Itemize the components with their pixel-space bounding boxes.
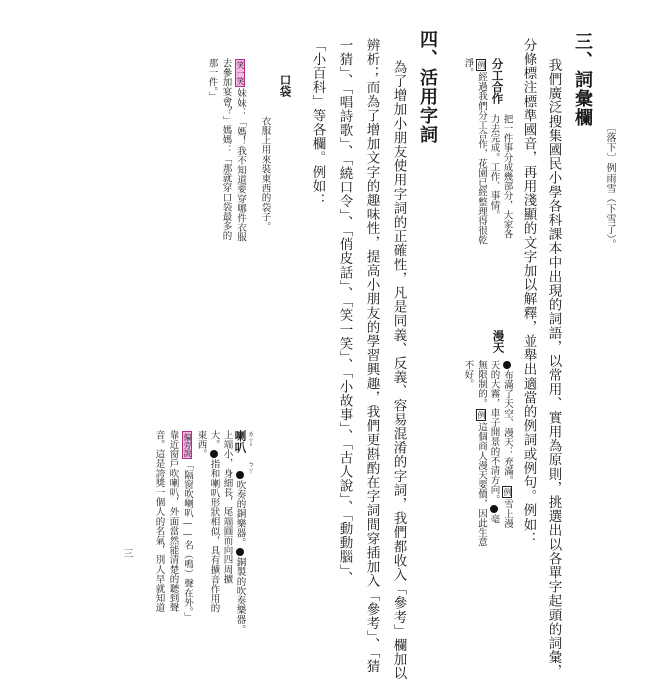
section4-heading: 四、活用字詞 [417, 30, 438, 144]
example-entry-koudai: 口袋 [278, 74, 293, 97]
section4-para3: 一猜」、「唱詩歌」、「繞口令」、「俏皮話」、「笑一笑」、「小故事」、「古人說」、「動動腦」、 [336, 38, 353, 586]
example-def-line: 淨。 [462, 58, 474, 78]
section3-para1: 我們廣泛搜集國民小學各科課本中出現的詞語，以常用、實用為原則，挑選出以各單字起頭的詞彙， [545, 58, 562, 679]
example-def-line: 把一件事分成幾部分，大家各 [501, 114, 513, 239]
example-def-line: 音。這是誇獎一個人的名氣，別人早就知道 [153, 430, 165, 613]
example-def-line: 衣服上用來裝東西的袋子。 [259, 116, 271, 232]
example-entry-laba: 喇叭 [233, 430, 248, 453]
example-def-line: 大。指和喇叭形狀相似，具有擴音作用的 [208, 430, 220, 613]
example-def-line: 天的大霧，車子開景的不清方向。毫 [488, 360, 500, 524]
example-def-line: 布滿了天空、漫天：充滿。例雪上漫 [502, 360, 512, 528]
example-def-line: 例經過我們分工合作，花園已經整理得很乾 [476, 61, 487, 245]
example-tag: 例 [477, 411, 486, 420]
example-def-line: 東西。 [195, 430, 207, 459]
example-tag: 例 [477, 61, 486, 70]
example-def-line: 力去完成。工作、事情。 [488, 114, 500, 220]
sense-marker [490, 505, 498, 513]
example-entry-fengong: 分工合作 [490, 58, 505, 104]
section4-para4: 「小百科」等各欄。例如： [309, 38, 326, 208]
example-def-line: 偏旁說「隔窗吹喇叭——名（鳴）聲在外。」 [182, 433, 193, 622]
sense-marker [210, 450, 218, 458]
note-tag: 偏旁說 [183, 433, 192, 458]
example-def-line: 上端小，身細長，尾端圓而向四周擴 [221, 430, 233, 584]
example-def-line: 靠近窗戶吹喇叭，外面當然能清楚的聽到聲 [167, 430, 179, 613]
example-tag: 例 [503, 488, 512, 497]
example-def-line: 不好。 [462, 360, 474, 389]
sense-marker [236, 548, 244, 556]
section4-para2: 辨析；而為了增加文字的趣味性，提高小朋友的學習興趣，我們更斟酌在字詞間穿插加入「參考」、「猜 [363, 38, 380, 674]
humor-tag: 笑一笑 [236, 61, 245, 86]
bopomofo-ruby: ㄌㄚˇ ㄅㄚ [247, 430, 255, 474]
running-head: 〔落下〕例雨雪（下雪了）。 [604, 122, 615, 250]
section4-para1: 為了增加小朋友使用字詞的正確性，凡是同義、反義、容易混淆的字詞，我們都收入「參考」欄加以 [390, 60, 407, 680]
sense-marker [503, 361, 511, 369]
example-def-line: 那一件。」 [206, 58, 218, 102]
example-def-line: 無限制的。例這個商人漫天要價，因此生意 [476, 360, 487, 547]
page-number: 三 [121, 548, 132, 559]
example-entry-mantian: 漫天 [491, 330, 506, 353]
example-def-line: 笑一笑妹妹：「媽！我不知道要穿哪件衣服 [235, 61, 246, 242]
sense-marker [236, 471, 244, 479]
example-def-line: 吹奏的銅樂器。銅製的吹奏樂器。 [235, 470, 245, 634]
section3-heading: 三、詞彙欄 [572, 32, 593, 127]
section3-para2: 分條標注標準國音，再用淺顯的文字加以解釋，並舉出適當的例詞或例句。例如： [520, 38, 537, 546]
example-def-line: 去參加宴會？」媽媽：「那就穿口袋最多的 [220, 58, 232, 241]
